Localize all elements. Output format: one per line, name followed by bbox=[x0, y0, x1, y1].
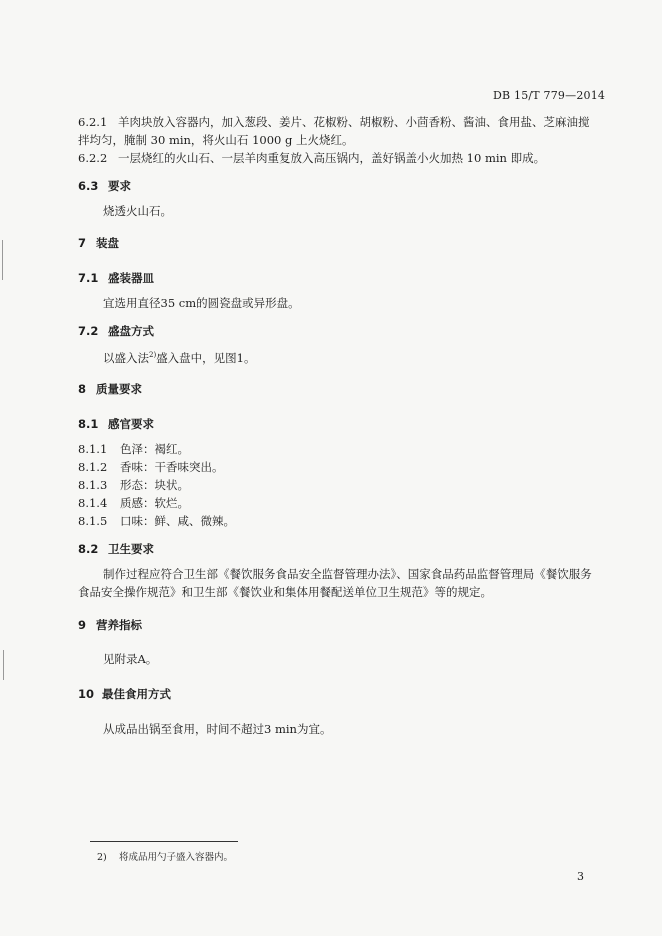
heading-number: 9 bbox=[78, 618, 87, 632]
clause-number: 6.2.1 bbox=[78, 115, 108, 129]
heading-number: 7.1 bbox=[78, 271, 99, 285]
heading-7 bbox=[78, 235, 119, 251]
footnote-number: 2) bbox=[97, 852, 107, 863]
clause-6-2-2 bbox=[78, 149, 545, 167]
footnote-ref: 2) bbox=[149, 351, 157, 359]
list-item bbox=[78, 494, 189, 512]
heading-9 bbox=[78, 617, 142, 633]
heading-8-2 bbox=[78, 541, 154, 557]
heading-7-2 bbox=[78, 323, 154, 339]
list-item bbox=[78, 458, 224, 476]
footnote-rule bbox=[90, 841, 238, 842]
heading-number: 8 bbox=[78, 382, 87, 396]
heading-number: 7.2 bbox=[78, 324, 99, 338]
heading-title: 装盘 bbox=[96, 236, 119, 250]
item-text: 口味：鲜、咸、微辣。 bbox=[120, 514, 235, 528]
item-number: 8.1.1 bbox=[78, 442, 108, 456]
heading-number: 8.2 bbox=[78, 542, 99, 556]
paragraph: 宜选用直径35 cm的圆瓷盘或异形盘。 bbox=[103, 296, 300, 310]
paragraph-text: 以盛入法 bbox=[103, 351, 149, 365]
item-text: 香味：干香味突出。 bbox=[120, 460, 224, 474]
item-number: 8.1.2 bbox=[78, 460, 108, 474]
page-number: 3 bbox=[577, 870, 584, 883]
clause-6-2-1-cont: 拌均匀，腌制 30 min，将火山石 1000 g 上火烧红。 bbox=[78, 133, 354, 147]
heading-8-1 bbox=[78, 416, 154, 432]
heading-number: 7 bbox=[78, 236, 87, 250]
heading-title: 营养指标 bbox=[96, 618, 142, 632]
heading-title: 质量要求 bbox=[96, 382, 142, 396]
item-number: 8.1.3 bbox=[78, 478, 108, 492]
heading-title: 卫生要求 bbox=[108, 542, 154, 556]
heading-10 bbox=[78, 686, 171, 702]
clause-number: 6.2.2 bbox=[78, 151, 108, 165]
item-text: 色泽：褐红。 bbox=[120, 442, 189, 456]
item-number: 8.1.5 bbox=[78, 514, 108, 528]
list-item bbox=[78, 440, 189, 458]
heading-number: 10 bbox=[78, 687, 95, 701]
paragraph bbox=[103, 346, 256, 367]
heading-title: 最佳食用方式 bbox=[102, 687, 171, 701]
heading-title: 要求 bbox=[108, 179, 131, 193]
heading-title: 感官要求 bbox=[108, 417, 154, 431]
item-number: 8.1.4 bbox=[78, 496, 108, 510]
list-item bbox=[78, 512, 235, 530]
paragraph: 烧透火山石。 bbox=[103, 204, 172, 218]
item-text: 形态：块状。 bbox=[120, 478, 189, 492]
heading-8 bbox=[78, 381, 142, 397]
heading-7-1 bbox=[78, 270, 154, 286]
heading-title: 盛装器皿 bbox=[108, 271, 154, 285]
paragraph-cont: 食品安全操作规范》和卫生部《餐饮业和集体用餐配送单位卫生规范》等的规定。 bbox=[78, 585, 492, 599]
paragraph: 从成品出锅至食用，时间不超过3 min为宜。 bbox=[103, 722, 332, 736]
paragraph: 见附录A。 bbox=[103, 652, 158, 666]
clause-text: 羊肉块放入容器内，加入葱段、姜片、花椒粉、胡椒粉、小茴香粉、酱油、食用盐、芝麻油搅 bbox=[118, 115, 590, 129]
footnote bbox=[97, 849, 233, 863]
standard-number: DB 15/T 779—2014 bbox=[493, 89, 606, 102]
paragraph-text: 盛入盘中，见图1。 bbox=[156, 351, 256, 365]
item-text: 质感：软烂。 bbox=[120, 496, 189, 510]
heading-number: 6.3 bbox=[78, 179, 99, 193]
paragraph: 制作过程应符合卫生部《餐饮服务食品安全监督管理办法》、国家食品药品监督管理局《餐饮服务 bbox=[103, 567, 592, 581]
heading-6-3 bbox=[78, 178, 131, 194]
footnote-text: 将成品用勺子盛入容器内。 bbox=[119, 852, 234, 863]
heading-title: 盛盘方式 bbox=[108, 324, 154, 338]
list-item bbox=[78, 476, 189, 494]
clause-text: 一层烧红的火山石、一层羊肉重复放入高压锅内，盖好锅盖小火加热 10 min 即成。 bbox=[118, 151, 546, 165]
clause-6-2-1 bbox=[78, 113, 590, 131]
heading-number: 8.1 bbox=[78, 417, 99, 431]
